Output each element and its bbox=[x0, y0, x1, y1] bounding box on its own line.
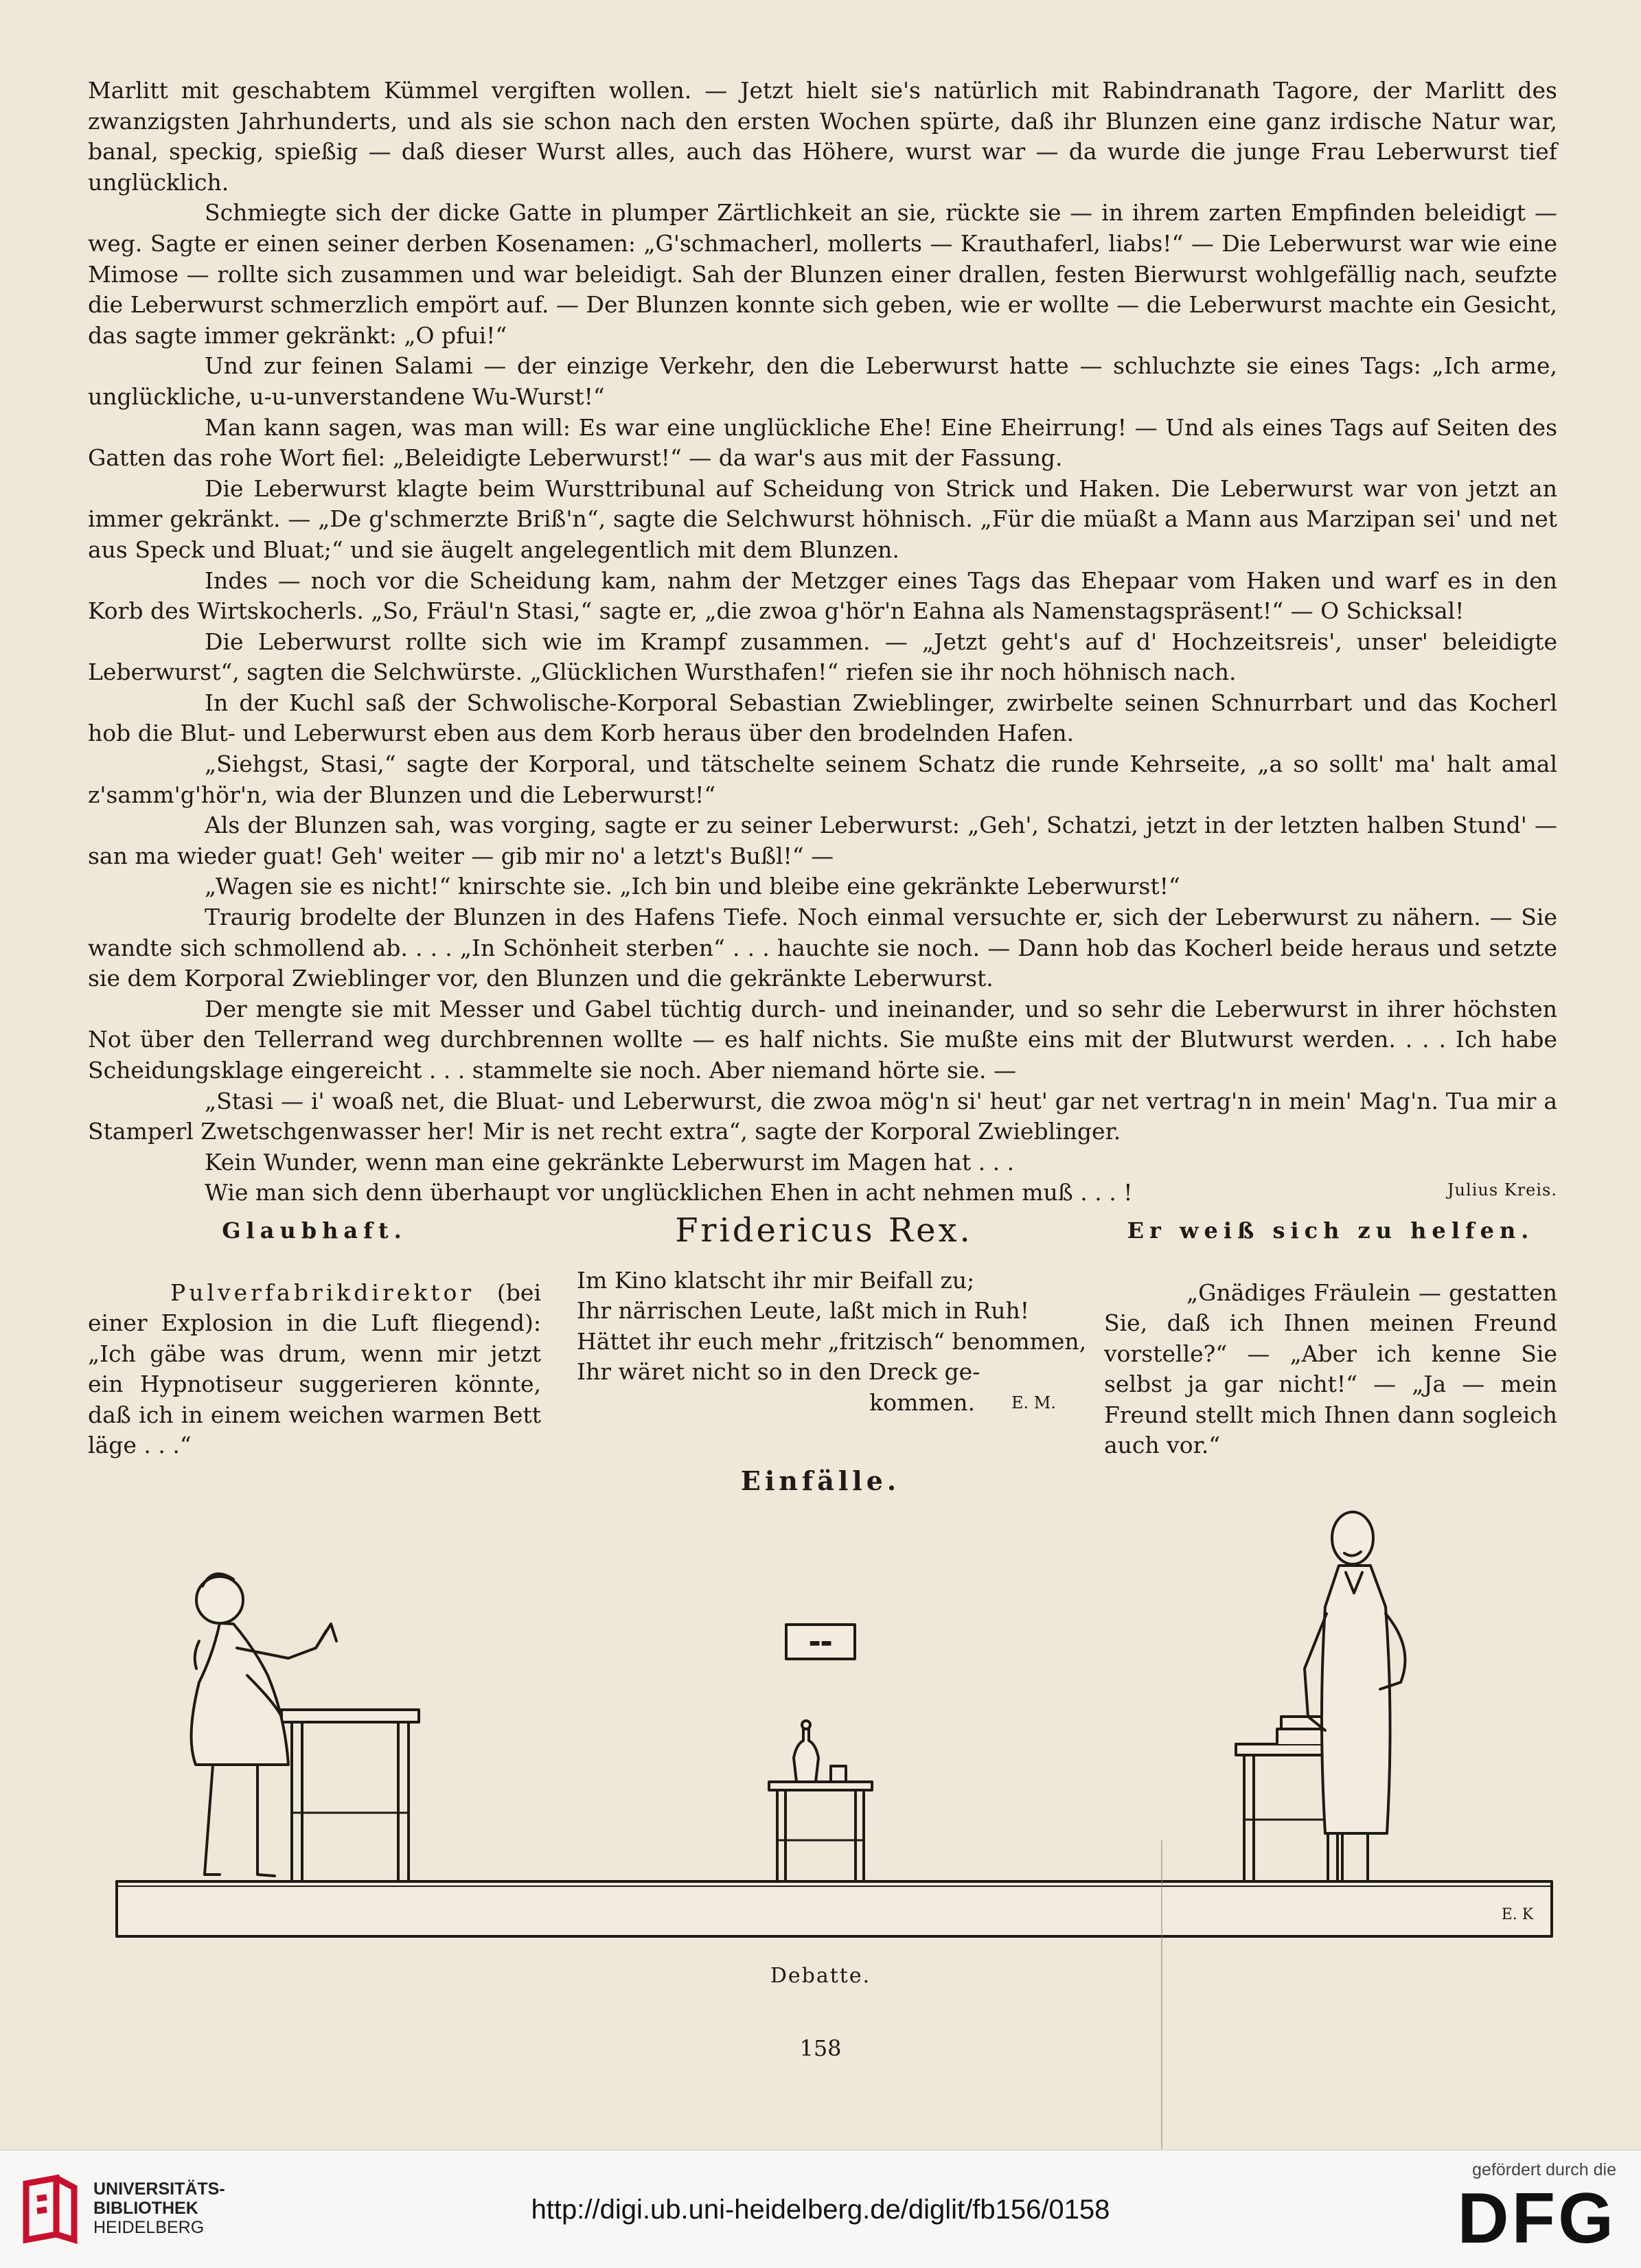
story-paragraph: In der Kuchl saß der Schwolische-Korporal Sebastian Zwieblinger, zwirbelte seinen Schnurrbart und das Kocherl hob die Blut- und Leberwurst eben aus dem Korb heraus über den brodelnden Hafen. bbox=[88, 689, 1557, 747]
dfg-logo: DFG bbox=[1457, 2179, 1616, 2258]
poem-body bbox=[577, 1265, 1087, 1419]
column-er-weiss-sich-zu-helfen bbox=[1104, 1215, 1557, 1461]
story-paragraph: Marlitt mit geschabtem Kümmel vergiften wollen. — Jetzt hielt sie's natürlich mit Rabindranath Tagore, der Marlitt des zwanzigsten Jahrhunderts, und als sie schon nach den ersten Wochen spürte, daß ihr Blunzen eine ganz irdische Natur war, banal, speckig, spießig — daß dieser Wurst alles, auch das Höhere, wurst war — da wurde die junge Frau Leberwurst tief unglücklich. bbox=[88, 77, 1557, 196]
woman-speaker-figure bbox=[192, 1574, 336, 1876]
story-paragraph: „Wagen sie es nicht!“ knirschte sie. „Ich bin und bleibe eine gekränkte Leberwurst!“ bbox=[205, 873, 1180, 900]
library-name-line: BIBLIOTHEK bbox=[93, 2199, 198, 2218]
story-last-line bbox=[88, 1178, 1557, 1209]
speaker-name: Pulverfabrikdirektor bbox=[170, 1279, 475, 1306]
column-title: Glaubhaft. bbox=[222, 1217, 407, 1244]
poem-line: Ihr wäret nicht so in den Dreck ge- bbox=[577, 1358, 980, 1385]
funder-label: gefördert durch die bbox=[1472, 2160, 1616, 2179]
author-signature: Julius Kreis. bbox=[1447, 1180, 1557, 1200]
library-name-line: UNIVERSITÄTS- bbox=[93, 2179, 225, 2199]
middle-table bbox=[769, 1721, 872, 1881]
debatte-illustration bbox=[110, 1511, 1559, 1964]
story-last-sentence: Wie man sich denn überhaupt vor unglücklichen Ehen in acht nehmen muß . . . ! bbox=[205, 1179, 1133, 1206]
story-paragraph: Man kann sagen, was man will: Es war eine unglückliche Ehe! Eine Eheirrung! — Und als eines Tags auf Seiten des Gatten das rohe Wort fiel: „Beleidigte Leberwurst!“ — da war's aus mit der Fassung. bbox=[88, 413, 1557, 472]
story-paragraph: „Siehgst, Stasi,“ sagte der Korporal, und tätschelte seinem Schatz die runde Kehrseite, „a so sollt' ma' halt amal z'samm'g'hör'n, wia der Blunzen und die Leberwurst!“ bbox=[88, 751, 1557, 808]
story-text bbox=[88, 76, 1557, 1209]
permalink-url[interactable]: http://digi.ub.uni-heidelberg.de/diglit/fb156/0158 bbox=[531, 2195, 1110, 2225]
column-title: Er weiß sich zu helfen. bbox=[1127, 1217, 1535, 1244]
column-fridericus-rex bbox=[577, 1211, 1087, 1418]
library-name-line: HEIDELBERG bbox=[93, 2218, 205, 2237]
story-paragraph: Die Leberwurst rollte sich wie im Krampf zusammen. — „Jetzt geht's auf d' Hochzeitsreis', unser' beleidigte Leberwurst“, sagten die Selchwürste. „Glücklichen Wursthafen!“ riefen sie ihr noch höhnisch nach. bbox=[88, 628, 1557, 686]
carafe bbox=[794, 1729, 818, 1782]
digitization-footer bbox=[0, 2149, 1641, 2268]
column-text bbox=[88, 1278, 541, 1461]
story-paragraph: Kein Wunder, wenn man eine gekränkte Leberwurst im Magen hat . . . bbox=[205, 1148, 1015, 1176]
story-paragraph: „Stasi — i' woaß net, die Bluat- und Leberwurst, die zwoa mög'n si' heut' gar net vertrag'n in mein' Mag'n. Tua mir a Stamperl Zwetschgenwasser her! Mir is net recht extra“, sagte der Korporal Zwieblinger. bbox=[88, 1087, 1557, 1145]
story-paragraph: Traurig brodelte der Blunzen in des Hafens Tiefe. Noch einmal versuchte er, sich der Leberwurst zu nähern. — Sie wandte sich schmollend ab. . . . „In Schönheit sterben“ . . . hauchte sie noch. — Dann hob das Kocherl beide heraus und setzte sie dem Korporal Zwieblinger vor, den Blunzen und die gekränkte Leberwurst. bbox=[88, 904, 1557, 992]
story-paragraph: Und zur feinen Salami — der einzige Verkehr, den die Leberwurst hatte — schluchzte sie eines Tags: „Ich arme, unglückliche, u-u-unverstandene Wu-Wurst!“ bbox=[88, 352, 1557, 410]
poem-line: Hättet ihr euch mehr „fritzisch“ benommen, bbox=[577, 1327, 1087, 1355]
water-glass bbox=[831, 1766, 846, 1782]
page-number: 158 bbox=[799, 2035, 842, 2061]
column-glaubhaft bbox=[88, 1215, 541, 1461]
illustration-caption: Debatte. bbox=[770, 1964, 871, 1988]
anecdote-text: (bei einer Explosion in die Luft fliegend): „Ich gäbe was drum, wenn mir jetzt ein Hypnotiseur suggerieren könnte, daß ich in einem weichen warmen Bett läge . . .“ bbox=[88, 1279, 541, 1458]
column-text: „Gnädiges Fräulein — gestatten Sie, daß ich Ihnen meinen Freund vorstelle?“ — „Aber ich kenne Sie selbst ja gar nicht!“ — „Ja — mein Freund stellt mich Ihnen dann sogleich auch vor.“ bbox=[1104, 1279, 1557, 1458]
man-speaker-figure bbox=[1305, 1512, 1405, 1881]
story-paragraph: Indes — noch vor die Scheidung kam, nahm der Metzger eines Tags das Ehepaar vom Haken und warf es in den Korb des Wirtskocherls. „So, Fräul'n Stasi,“ sagte er, „die zwoa g'hör'n Eahna als Namenstagspräsent!“ — O Schicksal! bbox=[88, 566, 1557, 625]
story-paragraph: Schmiegte sich der dicke Gatte in plumper Zärtlichkeit an sie, rückte sie — in ihrem zarten Empfinden beleidigt — weg. Sagte er einen seiner derben Kosenamen: „G'schmacherl, mollerts — Krauthaferl, liabs!“ — Die Leberwurst war wie eine Mimose — rollte sich zusammen und war beleidigt. Sah der Blunzen einer drallen, festen Bierwurst wohlgefällig nach, seufzte die Leberwurst schmerzlich empört auf. — Der Blunzen konnte sich geben, wie er wollte — die Leberwurst machte ein Gesicht, das sagte immer gekränkt: „O pfui!“ bbox=[88, 199, 1557, 349]
story-paragraph: Die Leberwurst klagte beim Wursttribunal auf Scheidung von Strick und Haken. Die Leberwurst war von jetzt an immer gekränkt. — „De g'schmerzte Briß'n“, sagte die Selchwurst höhnisch. „Für die müaßt a Mann aus Marzipan sei' und net aus Speck und Bluat;“ und sie äugelt angelegentlich mit dem Blunzen. bbox=[88, 474, 1557, 563]
story-paragraph: Als der Blunzen sah, was vorging, sagte er zu seiner Leberwurst: „Geh', Schatzi, jetzt in der letzten halben Stund' — san ma wieder guat! Geh' weiter — gib mir no' a letzt's Bußl!“ — bbox=[88, 812, 1557, 869]
left-lectern bbox=[282, 1710, 419, 1881]
funder-block bbox=[1457, 2160, 1616, 2258]
poem-line: kommen. bbox=[869, 1388, 975, 1416]
story-paragraph: Der mengte sie mit Messer und Gabel tüchtig durch- und ineinander, und so sehr die Leberwurst in ihrer höchsten Not über den Tellerrand weg durchbrennen wollte — es half nichts. Sie mußte eins mit der Blutwurst werden. . . . Ich habe Scheidungsklage eingereicht . . . stammelte sie noch. Aber niemand hörte sie. — bbox=[88, 995, 1557, 1084]
poem-line: Ihr närrischen Leute, laßt mich in Ruh! bbox=[577, 1297, 1030, 1324]
poem-initials: E. M. bbox=[1011, 1393, 1056, 1412]
section-title: Einfälle. bbox=[740, 1465, 901, 1496]
paper-fold-line bbox=[1160, 1840, 1163, 2149]
stage-floor bbox=[117, 1881, 1552, 1936]
poem-line: Im Kino klatscht ihr mir Beifall zu; bbox=[577, 1266, 975, 1294]
artist-mark: E. K bbox=[1501, 1906, 1534, 1923]
poem-title: Fridericus Rex. bbox=[675, 1211, 973, 1250]
wall-sign-text: ▬▬ bbox=[808, 1636, 833, 1650]
